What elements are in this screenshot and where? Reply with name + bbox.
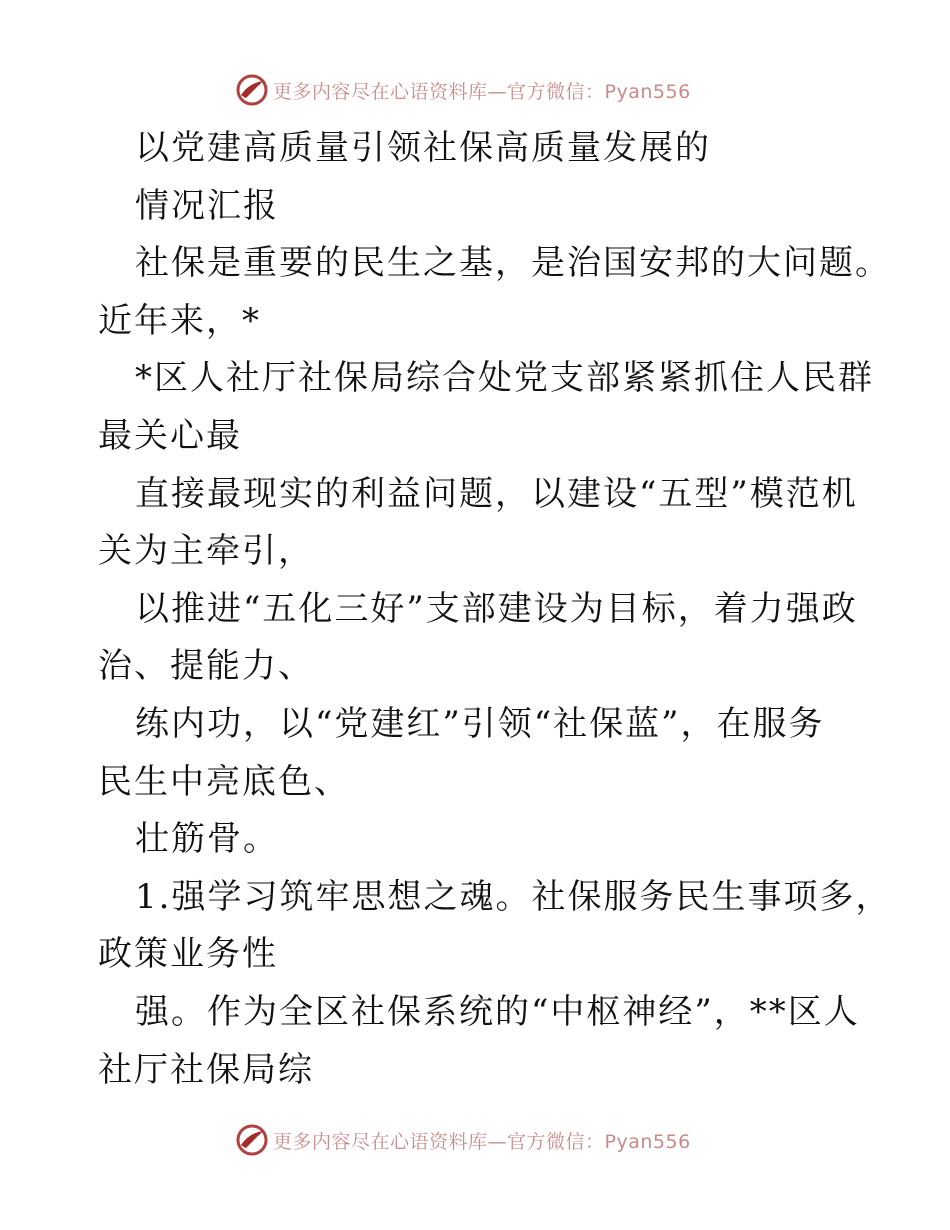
watermark-text: 更多内容尽在心语资料库—官方微信：Pyan556 — [273, 1130, 691, 1153]
watermark-text: 更多内容尽在心语资料库—官方微信：Pyan556 — [273, 80, 691, 103]
paragraph-line: 1.强学习筑牢思想之魂。社保服务民生事项多， — [135, 876, 892, 917]
paragraph-line: 强。作为全区社保系统的“中枢神经”，**区人 — [135, 991, 860, 1032]
paragraph-line: 以推进“五化三好”支部建设为目标，着力强政 — [135, 588, 858, 629]
footer-watermark — [235, 1122, 691, 1158]
paragraph-line: *区人社厅社保局综合处党支部紧紧抓住人民群 — [135, 358, 874, 399]
paragraph-line: 治、提能力、 — [98, 646, 314, 687]
header-watermark — [235, 72, 691, 108]
paragraph-line: 社厅社保局综 — [98, 1049, 314, 1090]
paragraph-line: 社保是重要的民生之基，是治国安邦的大问题。 — [135, 243, 891, 284]
document-body — [98, 120, 892, 1099]
paragraph-line: 壮筋骨。 — [135, 819, 279, 860]
paragraph-line: 练内功，以“党建红”引领“社保蓝”，在服务 — [135, 703, 825, 744]
paragraph-line: 最关心最 — [98, 415, 242, 456]
pen-seal-logo-icon — [235, 73, 269, 107]
paragraph-line: 关为主牵引， — [98, 531, 314, 572]
title-line: 以党建高质量引领社保高质量发展的 — [135, 128, 711, 168]
paragraph-line: 民生中亮底色、 — [98, 761, 350, 802]
paragraph-line: 直接最现实的利益问题，以建设“五型”模范机 — [135, 473, 858, 514]
paragraph-line: 政策业务性 — [98, 934, 278, 975]
paragraph-line: 近年来，* — [98, 300, 261, 341]
title-line: 情况汇报 — [135, 185, 279, 226]
pen-seal-logo-icon — [235, 1123, 269, 1157]
